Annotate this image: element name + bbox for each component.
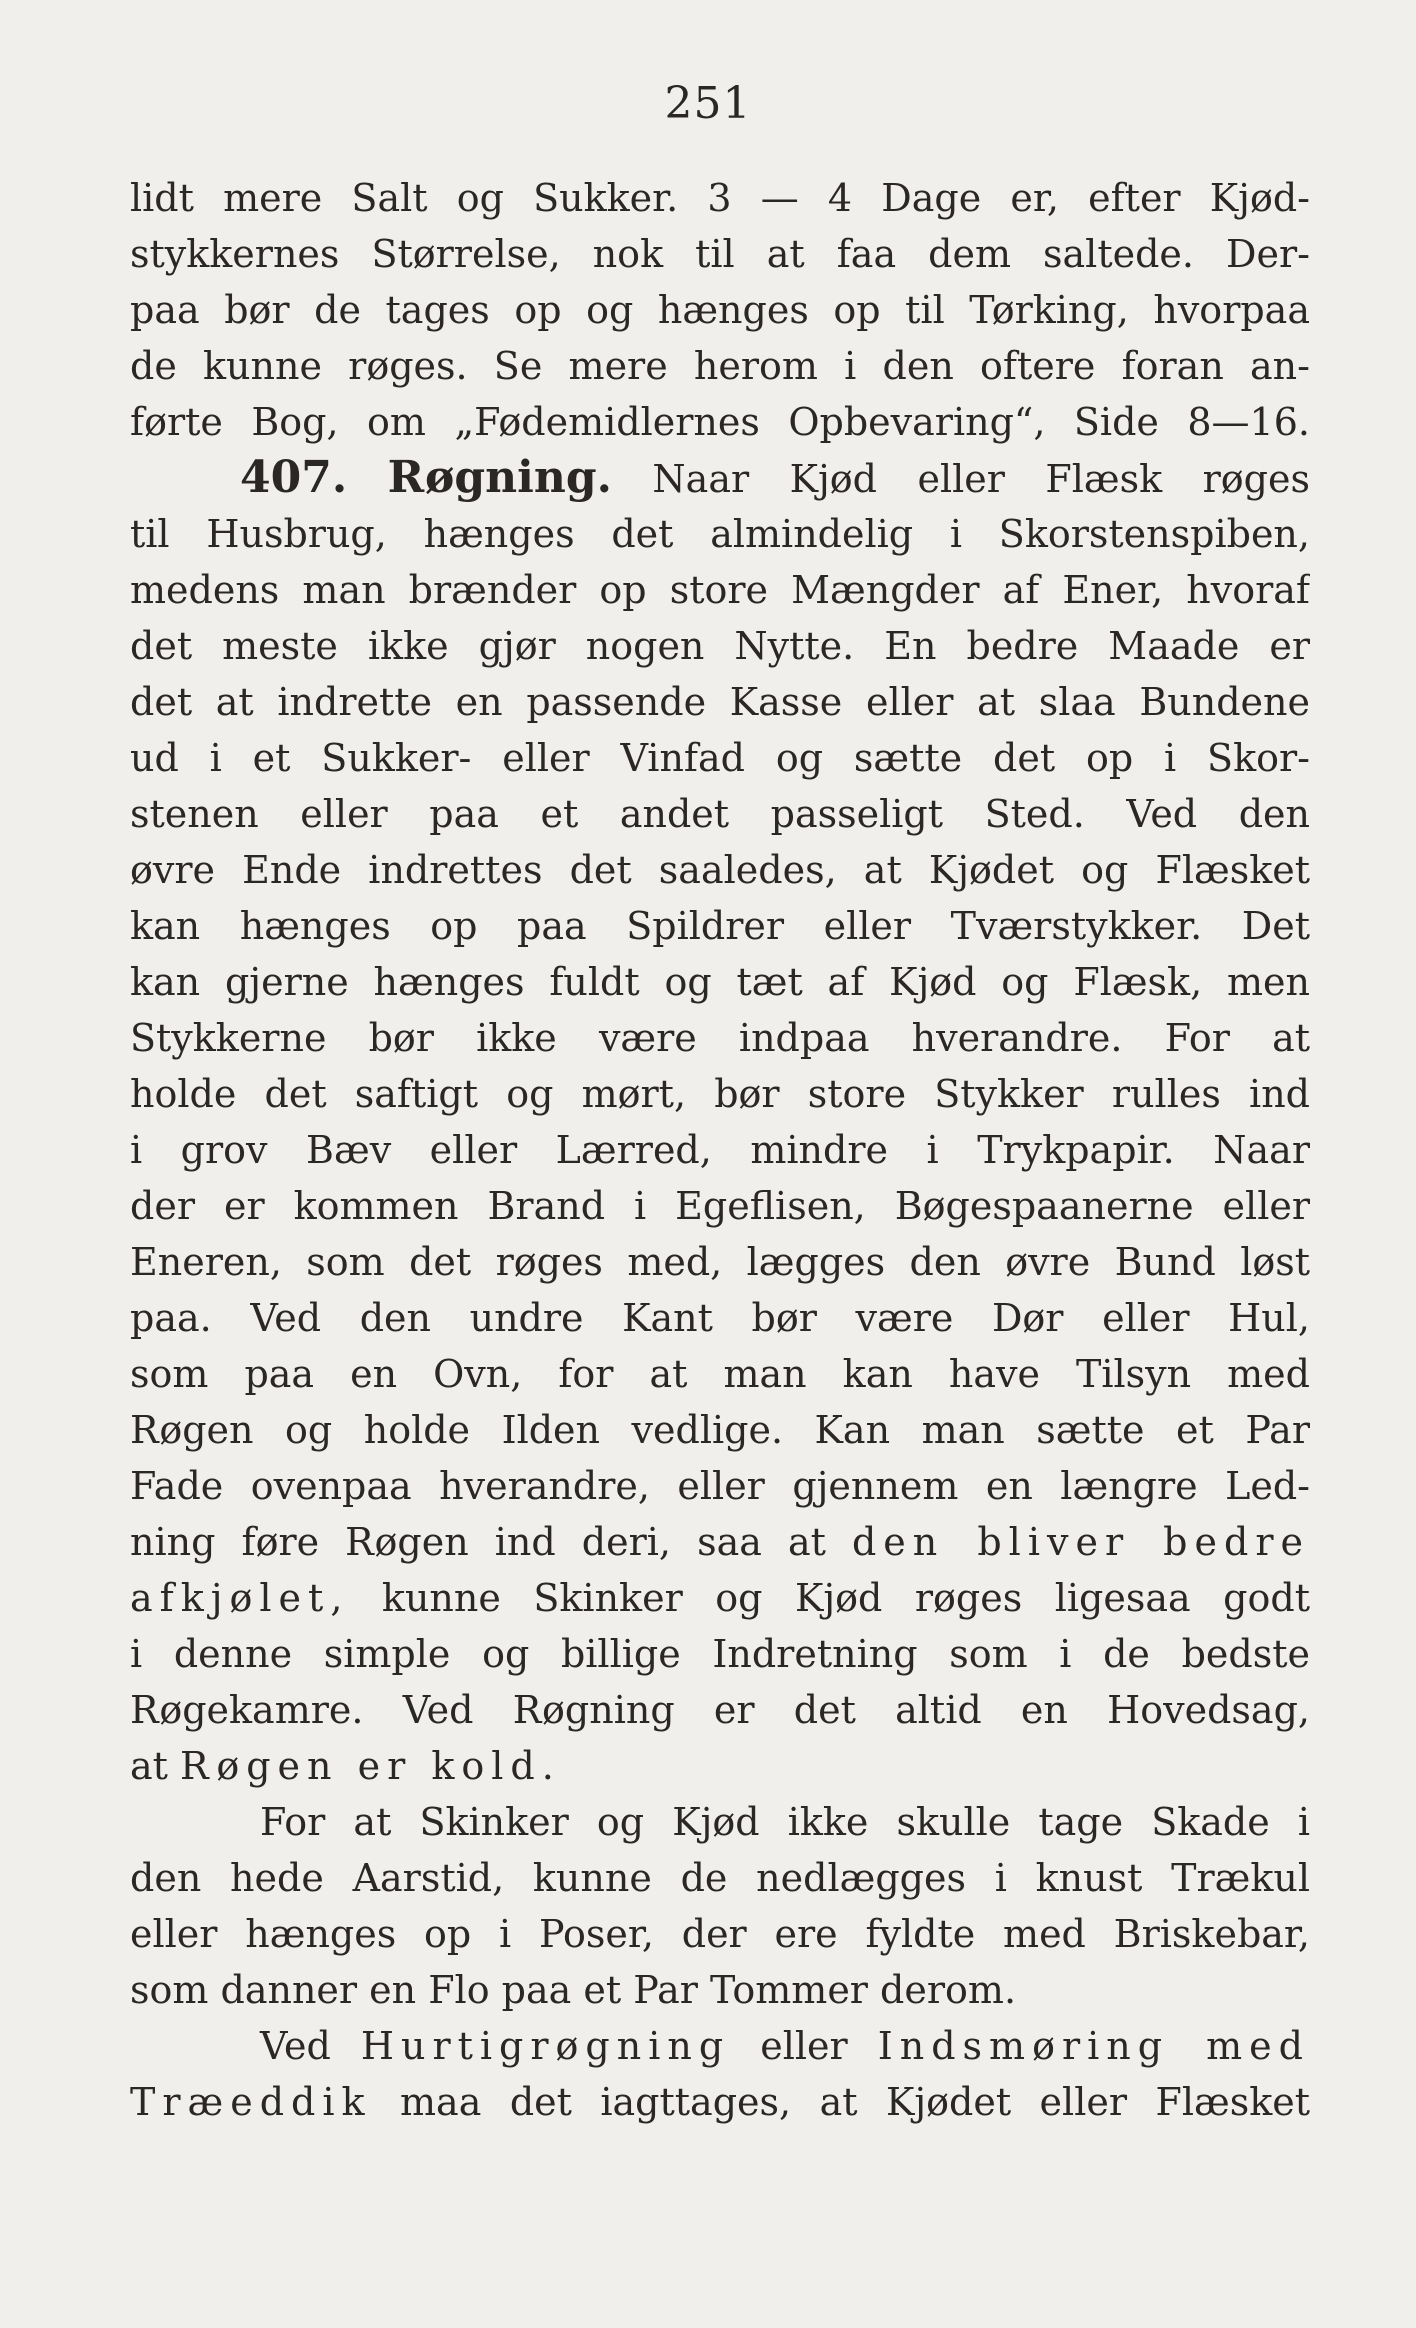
text-line: kan gjerne hænges fuldt og tæt af Kjød og Flæsk, men [130,960,1310,1004]
paragraph-end-line: som danner en Flo paa et Par Tommer derom. [130,1968,1017,2012]
text-line: eller hænges op i Poser, der ere fyldte med Briskebar, [130,1912,1310,1956]
entry-heading-line [130,450,1310,506]
text-segment: maa det iagttages, at Kjødet eller Flæsket [400,2080,1310,2124]
text-line: der er kommen Brand i Egeflisen, Bøgespaanerne eller [130,1184,1310,1228]
text-line: lidt mere Salt og Sukker. 3 — 4 Dage er, efter Kjød- [130,176,1310,220]
text-line [130,1514,1310,1570]
text-line: holde det saftigt og mørt, bør store Stykker rulles ind [130,1072,1310,1116]
text-line: øvre Ende indrettes det saaledes, at Kjødet og Flæsket [130,848,1310,892]
text-line: paa. Ved den undre Kant bør være Dør eller Hul, [130,1296,1310,1340]
text-line: som paa en Ovn, for at man kan have Tilsyn med [130,1352,1310,1396]
text-line [130,1570,1310,1626]
text-segment: Naar Kjød eller Flæsk røges [652,457,1310,501]
emphasized-text: afkjølet, [130,1576,350,1620]
emphasized-text: Røgen er kold. [180,1744,561,1788]
paragraph-start-line: For at Skinker og Kjød ikke skulle tage Skade i [260,1800,1310,1844]
text-line: ud i et Sukker- eller Vinfad og sætte det op i Skor- [130,736,1310,780]
text-line: kan hænges op paa Spildrer eller Tværstykker. Det [130,904,1310,948]
emphasized-text: den bliver bedre [851,1520,1310,1564]
text-line: til Husbrug, hænges det almindelig i Skorstenspiben, [130,512,1310,556]
text-line: i denne simple og billige Indretning som i de bedste [130,1632,1310,1676]
text-segment: Ved [260,2024,331,2068]
text-segment: at [130,1744,168,1788]
text-line: medens man brænder op store Mængder af Ener, hvoraf [130,568,1310,612]
text-line [130,2074,1310,2130]
entry-title: Røgning. [387,452,612,503]
text-line: i grov Bæv eller Lærred, mindre i Trykpapir. Naar [130,1128,1310,1172]
emphasized-text: Hurtigrøgning [360,2024,731,2068]
text-line: Røgen og holde Ilden vedlige. Kan man sætte et Par [130,1408,1310,1452]
emphasized-text: Træeddik [130,2080,372,2124]
entry-number: 407. [240,452,348,503]
text-line: det at indrette en passende Kasse eller at slaa Bundene [130,680,1310,724]
text-line: de kunne røges. Se mere herom i den oftere foran an- [130,344,1310,388]
text-line: stenen eller paa et andet passeligt Sted. Ved den [130,792,1310,836]
body-text [130,170,1310,2130]
paragraph-start-line [130,2018,1310,2074]
text-line: førte Bog, om „Fødemidlernes Opbevaring“, Side 8—16. [130,400,1310,444]
text-segment: eller [760,2024,848,2068]
text-segment: kunne Skinker og Kjød røges ligesaa godt [381,1576,1310,1620]
text-line: Stykkerne bør ikke være indpaa hverandre. For at [130,1016,1310,1060]
text-line: Eneren, som det røges med, lægges den øvre Bund løst [130,1240,1310,1284]
text-line: det meste ikke gjør nogen Nytte. En bedre Maade er [130,624,1310,668]
text-segment: ning føre Røgen ind deri, saa at [130,1520,826,1564]
text-line: stykkernes Størrelse, nok til at faa dem saltede. Der- [130,232,1310,276]
text-line: den hede Aarstid, kunne de nedlægges i knust Trækul [130,1856,1310,1900]
text-line: Fade ovenpaa hverandre, eller gjennem en længre Led- [130,1464,1310,1508]
text-line: paa bør de tages op og hænges op til Tørking, hvorpaa [130,288,1310,332]
paragraph-end-line [130,1738,1310,1794]
page-number: 251 [664,78,752,129]
text-line: Røgekamre. Ved Røgning er det altid en Hovedsag, [130,1688,1310,1732]
emphasized-text: Indsmøring med [877,2024,1310,2068]
